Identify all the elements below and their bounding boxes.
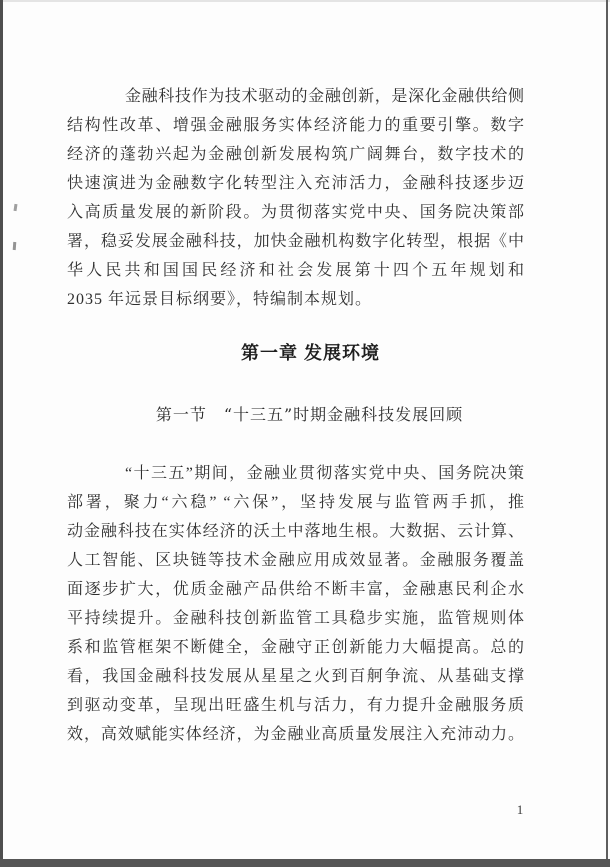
text-line: 结构性改革、增强金融服务实体经济能力的重要引擎。数字 xyxy=(67,117,524,134)
text-line: 系和监管框架不断健全，金融守正创新能力大幅提高。总的 xyxy=(67,639,524,656)
text-line: 2035 年远景目标纲要》，特编制本规划。 xyxy=(67,291,373,308)
section-heading: 第一节 “十三五”时期金融科技发展回顾 xyxy=(155,405,464,424)
text-line: 经济的蓬勃兴起为金融创新发展构筑广阔舞台，数字技术的 xyxy=(67,146,524,163)
text-line: 人工智能、区块链等技术金融应用成效显著。金融服务覆盖 xyxy=(67,552,524,569)
text-line: 快速演进为金融数字化转型注入充沛活力，金融科技逐步迈 xyxy=(67,175,524,192)
text-line: 动金融科技在实体经济的沃土中落地生根。大数据、云计算、 xyxy=(67,523,524,540)
scan-artifact-top-edge xyxy=(0,0,610,2)
text-line: 金融科技作为技术驱动的金融创新，是深化金融供给侧 xyxy=(125,88,524,105)
scan-artifact-left-edge xyxy=(0,0,3,867)
page-number: 1 xyxy=(516,802,524,817)
text-line: 入高质量发展的新阶段。为贯彻落实党中央、国务院决策部 xyxy=(67,204,524,221)
scan-artifact-right-edge xyxy=(606,0,608,867)
text-line: 看，我国金融科技发展从星星之火到百舸争流、从基础支撑 xyxy=(67,668,524,685)
text-line: 效，高效赋能实体经济，为金融业高质量发展注入充沛动力。 xyxy=(67,726,524,743)
intro-paragraph xyxy=(67,82,524,314)
text-line: 部署，聚力“六稳” “六保”，坚持发展与监管两手抓，推 xyxy=(67,494,524,511)
text-line: “十三五”期间，金融业贯彻落实党中央、国务院决策 xyxy=(125,465,524,482)
text-line: 到驱动变革，呈现出旺盛生机与活力，有力提升金融服务质 xyxy=(67,697,524,714)
chapter-heading: 第一章 发展环境 xyxy=(240,343,380,363)
scan-artifact-speck xyxy=(13,242,17,250)
text-line: 华人民共和国国民经济和社会发展第十四个五年规划和 xyxy=(67,262,524,279)
scan-artifact-speck xyxy=(14,204,18,211)
review-paragraph xyxy=(67,459,524,749)
text-line: 面逐步扩大，优质金融产品供给不断丰富，金融惠民利企水 xyxy=(67,581,524,598)
text-line: 署，稳妥发展金融科技，加快金融机构数字化转型，根据《中 xyxy=(67,233,524,250)
text-line: 平持续提升。金融科技创新监管工具稳步实施，监管规则体 xyxy=(67,610,524,627)
scan-artifact-bottom-edge xyxy=(0,859,610,867)
